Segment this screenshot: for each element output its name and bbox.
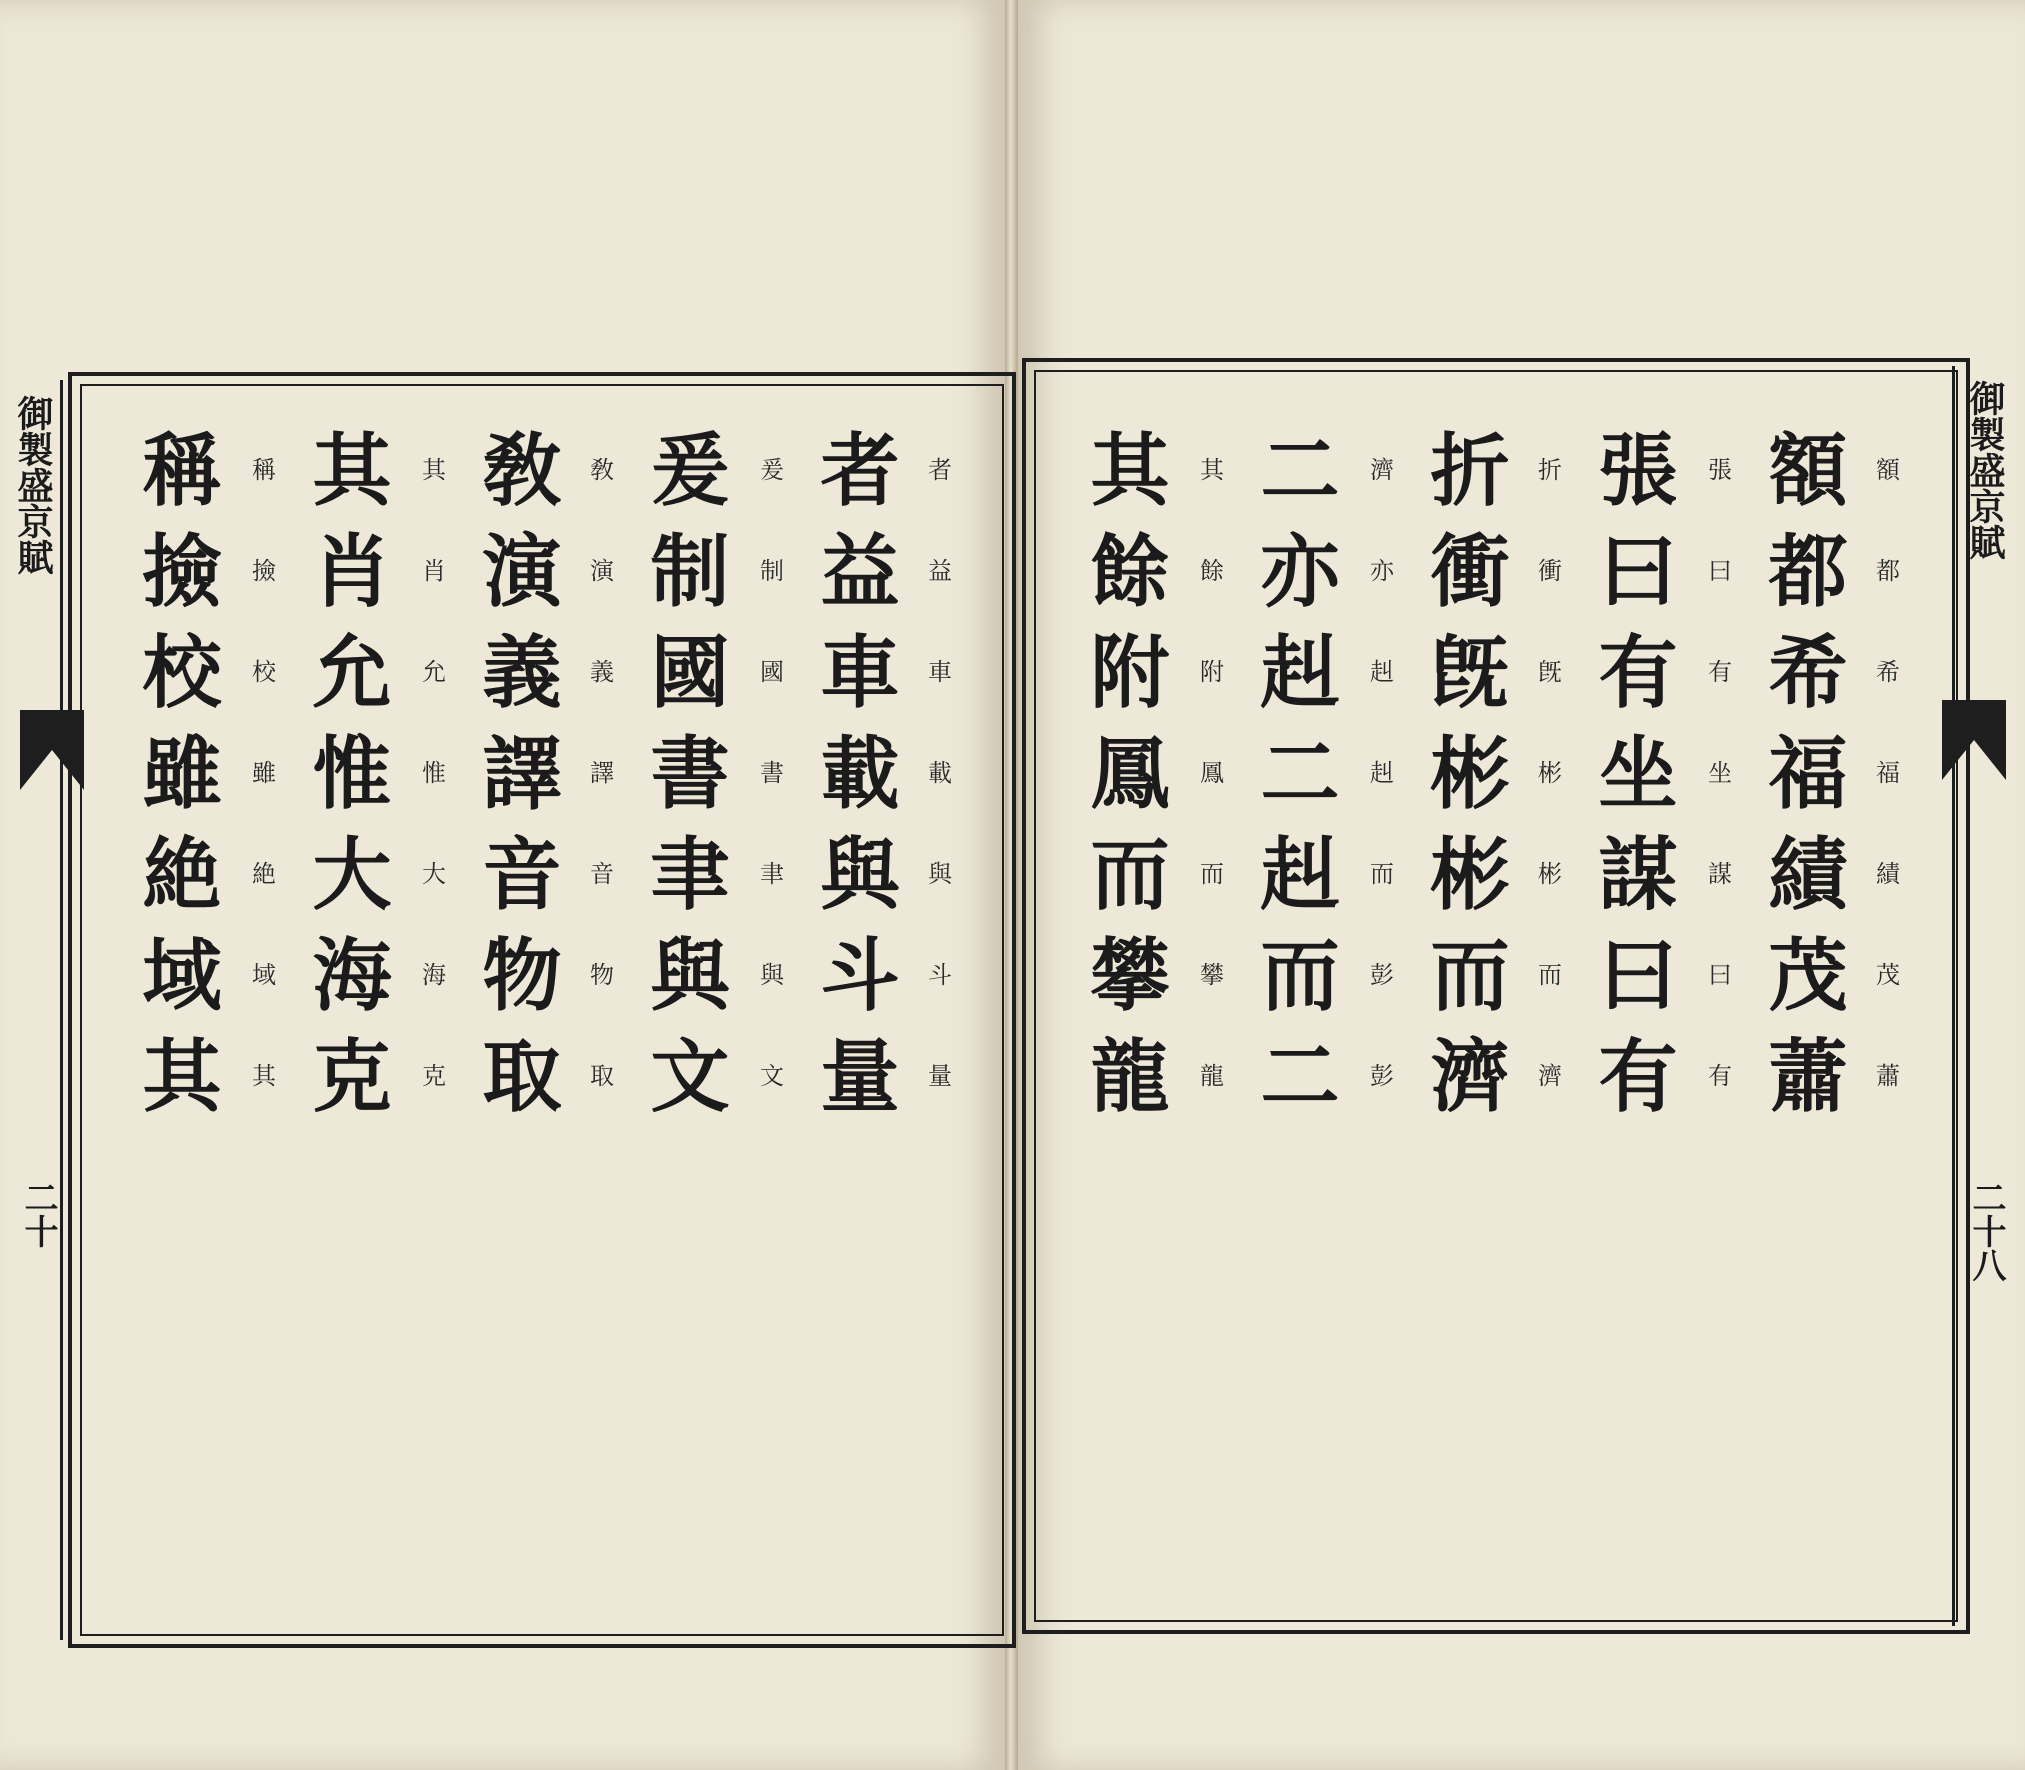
seal-char: 龍 <box>1090 1030 1170 1123</box>
seal-script-column <box>1758 420 1858 1127</box>
annotation-char: 書 <box>760 759 784 787</box>
annotation-char: 而 <box>1200 860 1224 888</box>
small-annotation-column <box>920 420 960 1127</box>
seal-char: 量 <box>820 1030 900 1123</box>
seal-char: 彬 <box>1430 828 1510 921</box>
seal-script-column <box>132 420 232 1127</box>
annotation-char: 載 <box>928 759 952 787</box>
seal-char: 書 <box>650 727 730 820</box>
seal-char: 肖 <box>312 525 392 618</box>
annotation-char: 績 <box>1876 860 1900 888</box>
right-folio: 二十八 <box>1966 1180 2006 1282</box>
seal-char: 與 <box>650 929 730 1022</box>
annotation-char: 濟 <box>1538 1062 1562 1090</box>
seal-char: 旣 <box>1430 626 1510 719</box>
fish-tail-mark <box>20 710 84 790</box>
seal-char: 有 <box>1598 1030 1678 1123</box>
annotation-char: 取 <box>590 1062 614 1090</box>
seal-char: 其 <box>1090 424 1170 517</box>
annotation-char: 濟 <box>1370 456 1394 484</box>
seal-char: 者 <box>820 424 900 517</box>
annotation-char: 惟 <box>422 759 446 787</box>
seal-char: 絶 <box>142 828 222 921</box>
left-margin-rule <box>60 380 63 1640</box>
annotation-char: 聿 <box>760 860 784 888</box>
seal-char: 赳 <box>1260 828 1340 921</box>
annotation-char: 彭 <box>1370 961 1394 989</box>
annotation-char: 者 <box>928 456 952 484</box>
seal-char: 演 <box>482 525 562 618</box>
seal-char: 克 <box>312 1030 392 1123</box>
annotation-char: 國 <box>760 658 784 686</box>
small-annotation-column <box>1362 420 1402 1127</box>
seal-char: 曰 <box>1598 929 1678 1022</box>
seal-char: 車 <box>820 626 900 719</box>
seal-char: 鳳 <box>1090 727 1170 820</box>
annotation-char: 域 <box>252 961 276 989</box>
annotation-char: 蕭 <box>1876 1062 1900 1090</box>
annotation-char: 絶 <box>252 860 276 888</box>
annotation-char: 克 <box>422 1062 446 1090</box>
annotation-char: 謀 <box>1708 860 1732 888</box>
annotation-char: 與 <box>760 961 784 989</box>
seal-char: 雖 <box>142 727 222 820</box>
seal-char: 校 <box>142 626 222 719</box>
seal-char: 允 <box>312 626 392 719</box>
seal-char: 爰 <box>650 424 730 517</box>
seal-char: 茂 <box>1768 929 1848 1022</box>
annotation-char: 赳 <box>1370 759 1394 787</box>
annotation-char: 龍 <box>1200 1062 1224 1090</box>
annotation-char: 亦 <box>1370 557 1394 585</box>
seal-char: 希 <box>1768 626 1848 719</box>
small-annotation-column <box>582 420 622 1127</box>
annotation-char: 折 <box>1538 456 1562 484</box>
annotation-char: 都 <box>1876 557 1900 585</box>
seal-char: 二 <box>1260 1030 1340 1123</box>
seal-char: 折 <box>1430 424 1510 517</box>
seal-script-column <box>1588 420 1688 1127</box>
right-margin-rule <box>1952 366 1955 1626</box>
seal-script-column <box>302 420 402 1127</box>
small-annotation-column <box>1530 420 1570 1127</box>
annotation-char: 有 <box>1708 1062 1732 1090</box>
seal-char: 謀 <box>1598 828 1678 921</box>
seal-char: 其 <box>312 424 392 517</box>
seal-char: 稱 <box>142 424 222 517</box>
annotation-char: 鳳 <box>1200 759 1224 787</box>
seal-script-column <box>1420 420 1520 1127</box>
seal-char: 都 <box>1768 525 1848 618</box>
seal-char: 取 <box>482 1030 562 1123</box>
seal-char: 赳 <box>1260 626 1340 719</box>
annotation-char: 餘 <box>1200 557 1224 585</box>
annotation-char: 福 <box>1876 759 1900 787</box>
annotation-char: 而 <box>1538 961 1562 989</box>
seal-char: 二 <box>1260 424 1340 517</box>
seal-char: 與 <box>820 828 900 921</box>
annotation-char: 撿 <box>252 557 276 585</box>
annotation-char: 文 <box>760 1062 784 1090</box>
annotation-char: 校 <box>252 658 276 686</box>
annotation-char: 希 <box>1876 658 1900 686</box>
seal-char: 義 <box>482 626 562 719</box>
annotation-char: 旣 <box>1538 658 1562 686</box>
seal-char: 蕭 <box>1768 1030 1848 1123</box>
seal-char: 額 <box>1768 424 1848 517</box>
seal-char: 亦 <box>1260 525 1340 618</box>
annotation-char: 曰 <box>1708 961 1732 989</box>
annotation-char: 演 <box>590 557 614 585</box>
seal-char: 績 <box>1768 828 1848 921</box>
seal-char: 有 <box>1598 626 1678 719</box>
seal-script-column <box>1080 420 1180 1127</box>
annotation-char: 彭 <box>1370 1062 1394 1090</box>
annotation-char: 大 <box>422 860 446 888</box>
annotation-char: 其 <box>422 456 446 484</box>
seal-script-column <box>472 420 572 1127</box>
margin-title-text: 御製盛京賦 <box>1964 380 2006 560</box>
small-annotation-column <box>244 420 284 1127</box>
seal-char: 而 <box>1090 828 1170 921</box>
seal-script-column <box>640 420 740 1127</box>
annotation-char: 坐 <box>1708 759 1732 787</box>
seal-char: 曰 <box>1598 525 1678 618</box>
annotation-char: 益 <box>928 557 952 585</box>
seal-char: 攀 <box>1090 929 1170 1022</box>
annotation-char: 其 <box>252 1062 276 1090</box>
seal-char: 而 <box>1430 929 1510 1022</box>
annotation-char: 音 <box>590 860 614 888</box>
seal-char: 而 <box>1260 929 1340 1022</box>
annotation-char: 斗 <box>928 961 952 989</box>
seal-char: 域 <box>142 929 222 1022</box>
annotation-char: 張 <box>1708 456 1732 484</box>
seal-char: 濟 <box>1430 1030 1510 1123</box>
annotation-char: 海 <box>422 961 446 989</box>
left-margin-title <box>6 395 60 575</box>
right-margin-title <box>1958 380 2012 560</box>
annotation-char: 攀 <box>1200 961 1224 989</box>
seal-char: 斗 <box>820 929 900 1022</box>
annotation-char: 衝 <box>1538 557 1562 585</box>
annotation-char: 而 <box>1370 860 1394 888</box>
seal-char: 惟 <box>312 727 392 820</box>
seal-char: 彬 <box>1430 727 1510 820</box>
seal-char: 附 <box>1090 626 1170 719</box>
seal-char: 制 <box>650 525 730 618</box>
seal-char: 音 <box>482 828 562 921</box>
seal-char: 坐 <box>1598 727 1678 820</box>
margin-title-text: 御製盛京賦 <box>12 395 54 575</box>
left-folio: 二十 <box>18 1180 58 1248</box>
annotation-char: 赳 <box>1370 658 1394 686</box>
small-annotation-column <box>752 420 792 1127</box>
annotation-char: 爰 <box>760 456 784 484</box>
seal-char: 敎 <box>482 424 562 517</box>
seal-char: 載 <box>820 727 900 820</box>
annotation-char: 其 <box>1200 456 1224 484</box>
annotation-char: 車 <box>928 658 952 686</box>
seal-char: 餘 <box>1090 525 1170 618</box>
seal-char: 福 <box>1768 727 1848 820</box>
annotation-char: 雖 <box>252 759 276 787</box>
fish-tail-mark <box>1942 700 2006 780</box>
small-annotation-column <box>1700 420 1740 1127</box>
seal-char: 海 <box>312 929 392 1022</box>
annotation-char: 量 <box>928 1062 952 1090</box>
annotation-char: 敎 <box>590 456 614 484</box>
seal-script-column <box>810 420 910 1127</box>
seal-char: 國 <box>650 626 730 719</box>
seal-char: 文 <box>650 1030 730 1123</box>
annotation-char: 允 <box>422 658 446 686</box>
annotation-char: 彬 <box>1538 759 1562 787</box>
annotation-char: 譯 <box>590 759 614 787</box>
small-annotation-column <box>414 420 454 1127</box>
small-annotation-column <box>1868 420 1908 1127</box>
seal-char: 物 <box>482 929 562 1022</box>
seal-script-column <box>1250 420 1350 1127</box>
annotation-char: 茂 <box>1876 961 1900 989</box>
seal-char: 二 <box>1260 727 1340 820</box>
annotation-char: 義 <box>590 658 614 686</box>
seal-char: 衝 <box>1430 525 1510 618</box>
annotation-char: 有 <box>1708 658 1732 686</box>
annotation-char: 制 <box>760 557 784 585</box>
annotation-char: 附 <box>1200 658 1224 686</box>
seal-char: 其 <box>142 1030 222 1123</box>
seal-char: 譯 <box>482 727 562 820</box>
seal-char: 益 <box>820 525 900 618</box>
annotation-char: 彬 <box>1538 860 1562 888</box>
seal-char: 大 <box>312 828 392 921</box>
seal-char: 撿 <box>142 525 222 618</box>
small-annotation-column <box>1192 420 1232 1127</box>
annotation-char: 肖 <box>422 557 446 585</box>
annotation-char: 與 <box>928 860 952 888</box>
annotation-char: 稱 <box>252 456 276 484</box>
seal-char: 聿 <box>650 828 730 921</box>
annotation-char: 曰 <box>1708 557 1732 585</box>
seal-char: 張 <box>1598 424 1678 517</box>
annotation-char: 額 <box>1876 456 1900 484</box>
annotation-char: 物 <box>590 961 614 989</box>
